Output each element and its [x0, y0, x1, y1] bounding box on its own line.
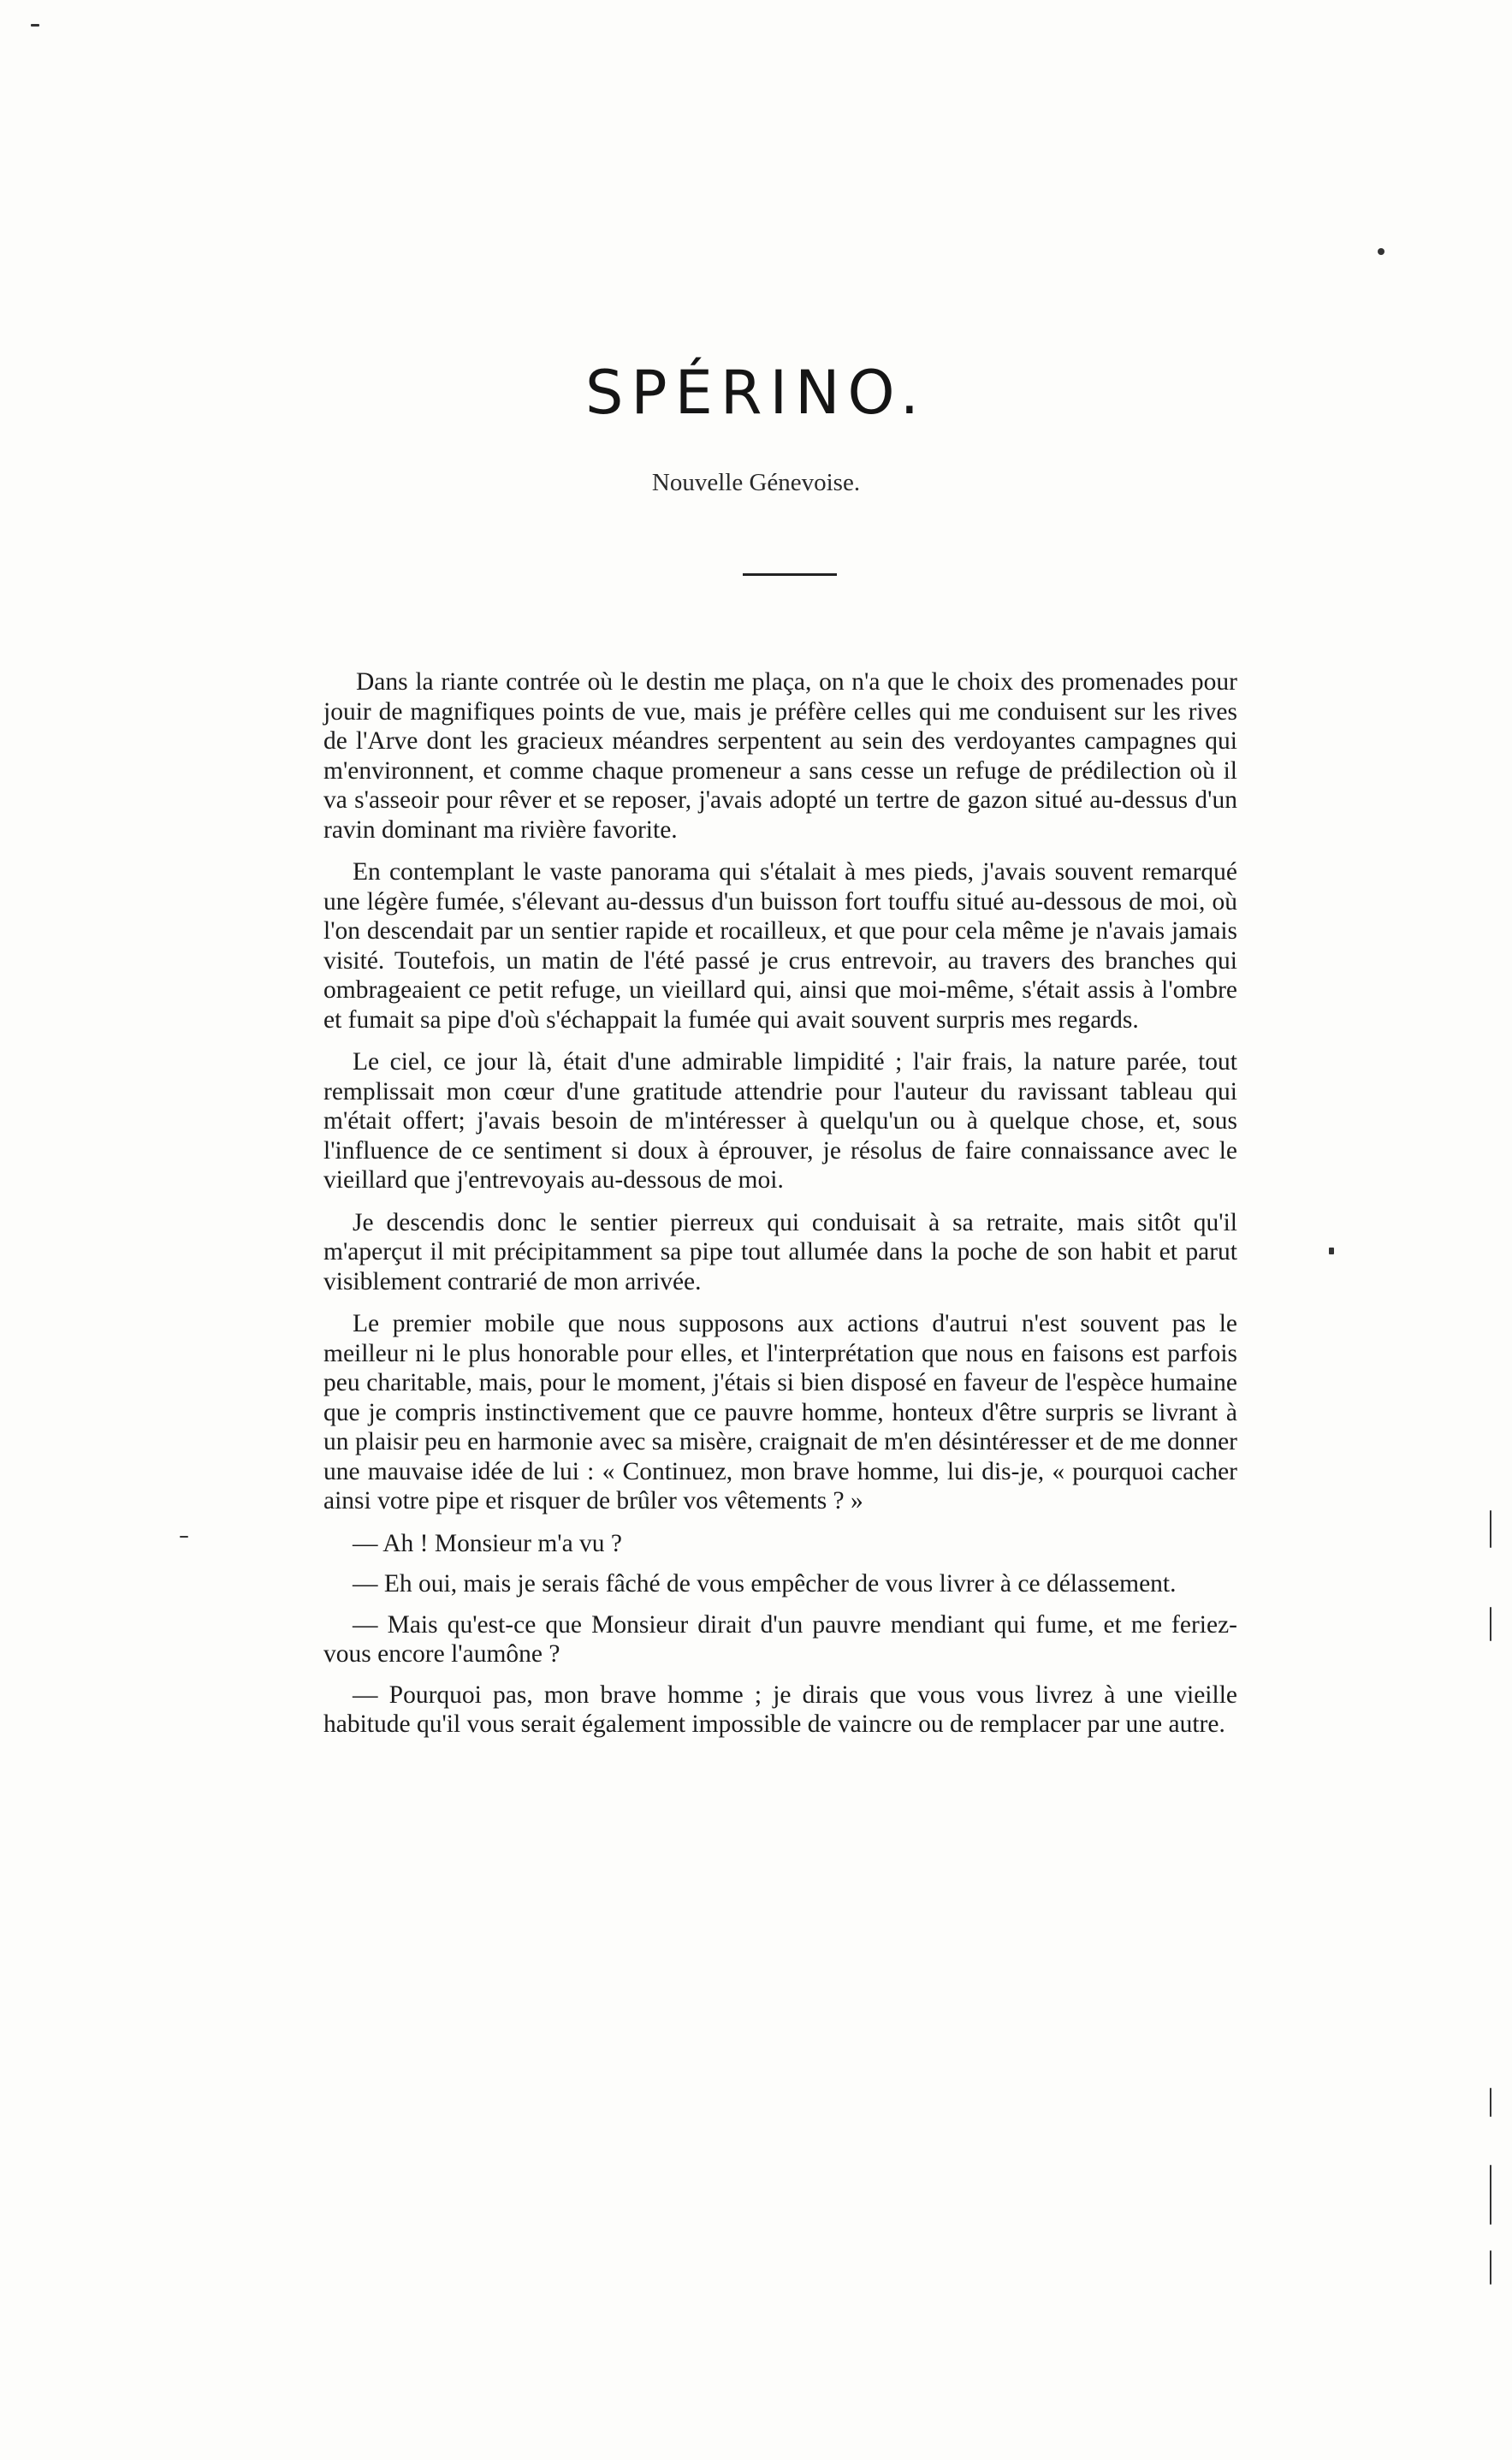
- dialogue-line-4: — Pourquoi pas, mon brave homme ; je dirais que vous vous livrez à une vieille habitude qu'il vous serait également impossible de vaincre ou de remplacer par une autre.: [323, 1681, 1237, 1738]
- dialogue-line-1: — Ah ! Monsieur m'a vu ?: [353, 1529, 623, 1557]
- title-separator-rule: [743, 573, 837, 576]
- scan-speck-right-margin: [1329, 1248, 1334, 1254]
- paragraph-4: Je descendis donc le sentier pierreux qui conduisait à sa retraite, mais sitôt qu'il m'aperçut il mit précipitamment sa pipe tout allumée dans la poche de son habit et parut visiblement contrarié de mon arrivée.: [323, 1208, 1237, 1295]
- scan-speck-top-right: [1378, 248, 1385, 255]
- scan-speck-left: [180, 1536, 188, 1538]
- scan-speck-top-left: [31, 24, 39, 27]
- margin-line-mark-5: [1490, 2250, 1491, 2285]
- paragraph-1: Dans la riante contrée où le destin me plaça, on n'a que le choix des promenades pour jouir de magnifiques points de vue, mais je préfère celles qui me conduisent sur les rives de l'Arve dont les gracieux méandres serpentent au sein des verdoyantes campagnes qui m'environnent, et comme chaque promeneur a sans cesse un refuge de prédilection où il va s'asseoir pour rêver et se reposer, j'avais adopté un tertre de gazon situé au-dessus d'un ravin dominant ma rivière favorite.: [323, 668, 1237, 844]
- story-body: [323, 667, 1237, 1751]
- margin-line-mark-1: [1490, 1510, 1491, 1548]
- margin-line-mark-4: [1490, 2165, 1491, 2225]
- dialogue-line-3: — Mais qu'est-ce que Monsieur dirait d'un pauvre mendiant qui fume, et me feriez-vous encore l'aumône ?: [323, 1610, 1237, 1668]
- paragraph-5: Le premier mobile que nous supposons aux actions d'autrui n'est souvent pas le meilleur ni le plus honorable pour elles, et l'interprétation que nous en faisons est parfois peu charitable, mais, pour le moment, j'étais si bien disposé en faveur de l'espèce humaine que je compris instinctivement que ce pauvre homme, honteux d'être surpris se livrant à un plaisir peu en harmonie avec sa misère, craignait de m'en désintéresser et de me donner une mauvaise idée de lui : « Continuez, mon brave homme, lui dis-je, « pourquoi cacher ainsi votre pipe et risquer de brûler vos vêtements ? »: [323, 1310, 1237, 1515]
- story-title: SPÉRINO.: [584, 358, 928, 428]
- margin-line-mark-2: [1490, 1607, 1491, 1641]
- paragraph-3: Le ciel, ce jour là, était d'une admirable limpidité ; l'air frais, la nature parée, tout remplissait mon cœur d'une gratitude attendrie pour l'auteur du ravissant tableau qui m'était offert; j'avais besoin de m'intéresser à quelqu'un ou à quelque chose, et, sous l'influence de ce sentiment si doux à éprouver, je résolus de faire connaissance avec le vieillard que j'entrevoyais au-dessous de moi.: [323, 1048, 1237, 1194]
- paragraph-2: En contemplant le vaste panorama qui s'étalait à mes pieds, j'avais souvent remarqué une légère fumée, s'élevant au-dessus d'un buisson fort touffu situé au-dessous de moi, où l'on descendait par un sentier rapide et rocailleux, et que pour cela même je n'avais jamais visité. Toutefois, un matin de l'été passé je crus entrevoir, au travers des branches qui ombrageaient ce petit refuge, un vieillard qui, ainsi que moi-même, s'était assis à l'ombre et fumait sa pipe d'où s'échappait la fumée qui avait souvent surpris mes regards.: [323, 858, 1237, 1034]
- story-subtitle: Nouvelle Génevoise.: [651, 469, 861, 496]
- dialogue-line-2: — Eh oui, mais je serais fâché de vous empêcher de vous livrer à ce délassement.: [353, 1570, 1177, 1598]
- margin-line-mark-3: [1490, 2088, 1491, 2117]
